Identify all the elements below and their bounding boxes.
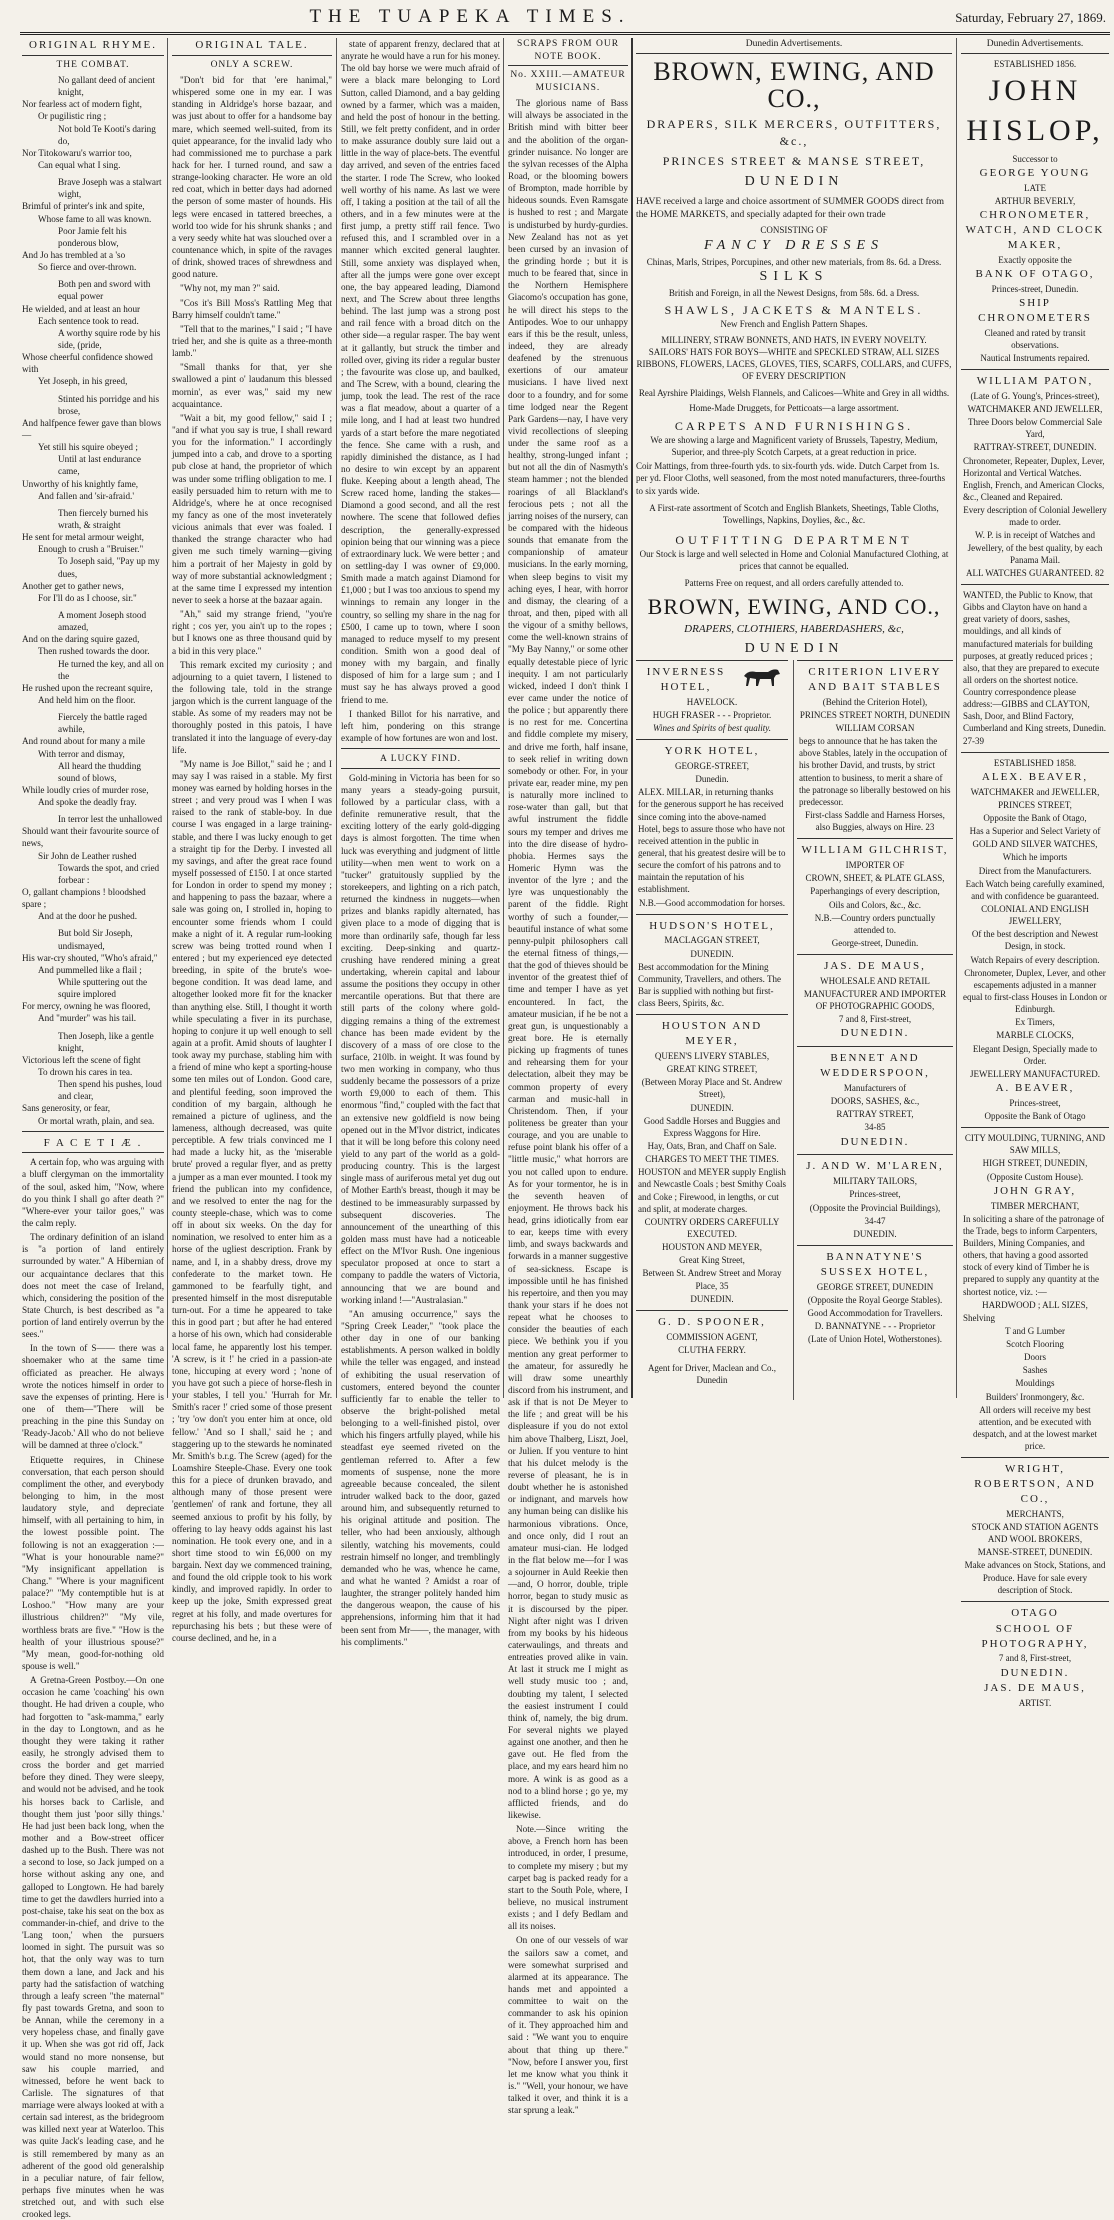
poem-line: And round about for many a mile: [22, 736, 145, 747]
poem-line: Unworthy of his knightly fame,: [22, 478, 139, 489]
poem-title: THE COMBAT.: [56, 59, 130, 70]
column-scraps: [508, 38, 628, 2116]
poem-line: While sputtering out the squire implored: [58, 977, 148, 1000]
spooner-ad: G. D. SPOONER, COMMISSION AGENT, CLUTHA FERRY. Agent for Driver, Maclean and Co., Dunedin: [647, 1315, 777, 1386]
ribbons: RIBBONS, FLOWERS, LACES, GLOVES, TIES, SCARFS, COLLARS, and CUFFS, OF EVERY DESCRIPTION: [636, 359, 952, 382]
druggets: Home-Made Druggets, for Petticoats—a large assortment.: [689, 402, 899, 413]
houston-meyer-ad: HOUSTON AND MEYER, QUEEN'S LIVERY STABLES, GREAT KING STREET, (Between Moray Place and St. Andrew Street), DUNEDIN. Good Saddle Horses and Buggies and Express Waggons for Hire. Hay, Oats, Bran, and Chaff on Sale. CHARGES TO MEET THE TIMES. HOUSTON and MEYER supply English and Newcastle Coals ; best Smithy Coals and Coke ; Firewood, in lengths, or cut and split, at moderate charges. COUNTRY ORDERS CAREFULLY EXECUTED. HOUSTON AND MEYER, Great King Street, Between St. Andrew Street and Moray Place, 35 DUNEDIN.: [636, 1015, 788, 1311]
column-story-continued: [341, 38, 500, 1647]
city: DUNEDIN: [744, 173, 844, 189]
poem-line: No gallant deed of ancient knight,: [58, 75, 155, 98]
poem-line: To drown his cares in tea.: [38, 1067, 133, 1078]
story-text: [341, 38, 500, 744]
poem-line: Stinted his porridge and his brose,: [58, 393, 160, 416]
paragraph: In the town of S—— there was a shoemaker who at the same time officiated as preacher. He always wrote the notices himself in order to save the expenses of printing. Here is one of them—"There will be preaching in the pine this Sunday on 'Ready-Jacob.' All who do not believe will be damned at three o'clock.": [22, 1343, 164, 1451]
poem-line: Brimful of printer's ink and spite,: [22, 201, 145, 212]
poem-line: Or mortal wrath, plain, and sea.: [38, 1115, 155, 1126]
mlaren-ad: J. AND W. M'LAREN, MILITARY TAILORS, Princes-street, (Opposite the Provincial Buildings), 34-47 DUNEDIN.: [797, 1155, 953, 1246]
poem-line: Sir John de Leather rushed: [38, 850, 137, 861]
section-heading: ORIGINAL RHYME.: [22, 38, 164, 56]
firm-name: BROWN, EWING, AND CO.,: [653, 56, 935, 114]
city-2: DUNEDIN: [744, 640, 844, 656]
gibbs-clayton-ad: WANTED, the Public to Know, that Gibbs and Clayton have on hand a great variety of doors, sashes, mouldings, and all kinds of manufactured materials for building purposes, at greatly reduced prices ; also, that they are prepared to execute all orders on the shortest notice. Country correspondence please address:—GIBBS and CLAYTON, Sash, Door, and Blind Factory, Cumberland and King streets, Dunedin. 27-39: [961, 585, 1109, 753]
fancy-dresses: FANCY DRESSES: [703, 237, 885, 253]
paragraph: A certain fop, who was arguing with a bluff clergyman on the immortality of the soul, asked him, "Now, where do you think I shall go after death ?" "Where-ever your tailor goes," was the calm reply.: [22, 1157, 164, 1228]
poem-line: All heard the thudding sound of blows,: [58, 760, 141, 783]
paragraph: On one of our vessels of war the sailors saw a comet, and were somewhat surprised and alarmed at its appearance. The hands met and appointed a committee to wait on the commander to ask his opinion of it. They approached him and said : "We want you to enquire about that thing up there." "Now, before I answer you, first let me know what you think it is." "Well, your honour, we have talked it over, and think it is a star sprung a leak.": [508, 1935, 628, 2116]
poem-line: His war-cry shouted, "Who's afraid,": [22, 952, 158, 963]
poem-line: Until at last endurance came,: [58, 454, 141, 477]
poem-line: So fierce and over-thrown.: [38, 262, 137, 273]
paragraph: Etiquette requires, in Chinese conversation, that each person should compliment the other, and everybody belonging to him, in the most laudatory style, and depreciate himself, with all pertaining to him, in the lowest possible point. The following is not an exaggeration :— "What is your honourable name?" "My insignificant appellation is Chang." "Where is your magnificent palace?" "My contemptible hut is at Loshoo." "How many are your illustrious children?" "My vile, worthless brats are five." "How is the health of your illustrious spouse?" "My mean, good-for-nothing old spouse is well.": [22, 1454, 164, 1671]
gray-timber-ad: CITY MOULDING, TURNING, AND SAW MILLS, HIGH STREET, DUNEDIN, (Opposite Custom House). JOHN GRAY, TIMBER MERCHANT, In soliciting a share of the patronage of the Trade, begs to inform Carpenters, Builders, Mining Companies, and others, that having a good assorted stock of every kind of Timber he is prepared to supply any quantity at the shortest notice, viz. :— HARDWOOD ; ALL SIZES, Shelving T and G Lumber Scotch Flooring Doors Sashes Mouldings Builders' Ironmongery, &c. All orders will receive my best attention, and be executed with despatch, and at the lowest market price.: [961, 1128, 1109, 1458]
trades: DRAPERS, SILK MERCERS, OUTFITTERS, &c.,: [646, 117, 942, 148]
poem-line: And halfpence fewer gave than blows—: [22, 417, 162, 440]
patterns: Patterns Free on request, and all orders carefully attended to.: [684, 577, 904, 588]
sailors-hats: SAILORS' HATS FOR BOYS—WHITE and SPECKLED STRAW, ALL SIZES: [648, 347, 940, 358]
paragraph: "Wait a bit, my good fellow," said I ; "and if what you say is true, I shall reward you for the information." I accordingly jumped into a cab, and drove to a sporting pub close at hand, the proprietor of which was under some trifling obligation to me. I easily persuaded him to return with me to Aldridge's, where he at once recognised my fancy as one of the most inveterately vicious animals that ever was foaled. I thanked the strange character who had given me such timely warning—giving him a portrait of her Majesty in gold by way of more substantial acknowledgment ; at the same time I expressed my intention never to seek a horse at the bazaar again.: [172, 412, 332, 605]
hotel-advertisements: [636, 660, 788, 1401]
issue-date: Saturday, February 27, 1869.: [955, 10, 1106, 25]
street: PRINCES STREET & MANSE STREET,: [662, 153, 926, 168]
inverness-hotel-ad: INVERNESS HOTEL, HAVELOCK. HUGH FRASER - - - Proprietor. Wines and Spirits of best quality.: [636, 661, 788, 740]
poem-line: A worthy squire rode by his side, (pride,: [58, 327, 161, 350]
shawls: SHAWLS, JACKETS & MANTELS.: [664, 302, 924, 317]
fancy-note: Chinas, Marls, Stripes, Porcupines, and other new materials, from 8s. 6d. a Dress.: [646, 256, 942, 267]
firm-sub: DRAPERS, CLOTHIERS, HABERDASHERS, &c,: [684, 622, 904, 635]
paragraph: "My name is Joe Billot," said he ; and I may say I was raised in a stable. My first money was earned by holding horses in the street ; and very proud was I when I was raised to the rank of stable-boy. In due course I was engaged in a large training-stable, and there I was lucky enough to get a straight tip for the Derby. I invested all my savings, and after the great race found myself possessed of £150. I at once started for London in order to spend my money ; and happening to pass the bazaar, where a sale was going on, I strolled in, hoping to encounter some friends whom I could make a night of it. A regular rum-looking screw was being trotted round when I entered ; but my experienced eye detected breeding, in spite of the brute's woe-begone condition. It was dead lame, and altogether looked more fit for the knacker than anything else. Still, I thought it worth while speculating a fiver in its purchase, hoping to conjure it up well enough to sell again at a profit. Amid shouts of laughter I took away my purchase, stabling him with a friend of mine who kept a sporting-house some ten miles out of London. Good care, and plentiful feeding, soon improved the condition of my bargain, although he remained a picture of ugliness, and the lameness, although decreased, was quite perceptible. A few trials convinced me I had made a lucky hit, as the 'miserable brute' proved a regular flyer, and as pretty a jumper as a man ever mounted. I took my friend the publican into my confidence, and we resolved to enter the nag for the county steeple-chase, which was to come off in about six weeks. On the day for nomination, we resolved to enter him as a horse of the ugliest description. Frank by name, and I, in a shabby dress, drove my confederate to the market town. He gammoned to be fearfully tight, and presented himself in the most disreputable turn-out. For a time he appeared to take this in good part ; but after he had entered a horse of his own, which had considerable local fame, he apparently lost his temper. 'A screw, is it !' he cried in a passion-ate tone, hiccuping at every word ; 'none of you have got such a piece of horse-flesh in your stables, I tell you.' 'Hurrah for Mr. Smith's racer !' cried some of those present ; 'try 'ow don't you enter him at once, old fellow.' 'And so I shall,' said he ; and staggering up to the stewards he nominated Mr. Smith's b.r.g. The Screw (aged) for the Loamshire Steeple-Chase. Every one took this for a piece of drunken bravado, and although many of those present were 'gentlemen' of rank and fortune, they all seemed anxious to profit by his folly, by offering to lay heavy odds against his last nomination. He took every one, and in a short time stood to win £6,000 on my bargain. Next day we commenced training, and found the old cripple took to his work kindly, and improved rapidly. In order to keep up the joke, Smith expressed great regret at his folly, and made overtures for repurchasing his bets ; but these were of course declined, and he, in a: [172, 758, 332, 1643]
column-rule: [793, 660, 794, 1400]
outfitting: OUTFITTING DEPARTMENT: [675, 533, 913, 548]
paragraph: "An amusing occurrence," says the "Spring Creek Leader," "took place the other day in one of our banking establishments. A person walked in boldly while the teller was engaged, and instead of exhibiting the usual reservation of customers, entered beyond the counter sufficiently far to enable the teller to observe the bright-polished metal belonging to a well-finished pistol, over which his fingers artfully played, while his steadfast eye seemed riveted on the gentleman referred to. After a few moments of suspense, none the more agreeable because concealed, the silent intruder walked back to the door, gazed around him, and subsequently returned to his original attitude and position. The teller, who had been anxiously, although silently, watching his movements, could restrain himself no longer, and tremblingly demanded who he was, whence he came, and what he wanted ? Amidst a roar of laughter, the stranger politely handed him the dangerous weapon, the cause of his apprehensions, informing him that it had been sent from Mr——, the manager, with his compliments.": [341, 1308, 500, 1647]
article-title: No. XXIII.—AMATEUR MUSICIANS.: [510, 70, 626, 93]
paragraph: "Ah," said my strange friend, "you're right ; cos yer, you ain't up to the ropes ; but I knows one as three thousand quid by a bid in this very place.": [172, 609, 332, 656]
poem-line: And at the door he pushed.: [38, 911, 137, 922]
outfitting-note: Our Stock is large and well selected in Home and Colonial Manufactured Clothing, at prices that cannot be equalled.: [639, 549, 949, 572]
poem-line: He sent for metal armour weight,: [22, 532, 144, 543]
column-rule: [167, 38, 168, 1398]
gilchrist-ad: WILLIAM GILCHRIST, IMPORTER OF CROWN, SHEET, & PLATE GLASS, Paperhangings of every description, Oils and Colors, &c., &c. N.B.—Country orders punctually attended to. George-street, Dunedin.: [797, 839, 953, 955]
column-rule: [631, 38, 633, 1398]
poem-line: But bold Sir Joseph, undismayed,: [58, 928, 133, 951]
facetiae-text: [22, 1156, 164, 2220]
story-text: [172, 74, 332, 1644]
carpets: CARPETS AND FURNISHINGS.: [674, 418, 914, 433]
masthead: [20, 4, 1110, 35]
intro: HAVE received a large and choice assortment of SUMMER GOODS direct from the HOME MARKETS, and specially adapted for their own trade: [636, 196, 945, 220]
paragraph: I thanked Billot for his narrative, and left him, pondering on this strange example of how fortunes are won and lost.: [341, 708, 500, 744]
story-title: ONLY A SCREW.: [210, 59, 294, 70]
paragraph: "Don't bid for that 'ere hanimal," whispered some one in my ear. I was standing in Aldridge's horse bazaar, and was just about to offer for a handsome bay mare, which seemed well-suited, from its quiet appearance, for the invalid lady who had commissioned me to purchase a park hack for her. I turned round, and saw a strange-looking character. He wore an old red coat, which in better days had adorned the person of some master of hounds. His legs were encased in tattered breeches, a world too wide for his shrunk shanks ; and a very seedy white hat was slouched over a countenance which, in spite of the ravages of drink, showed traces of shrewdness and good nature.: [172, 75, 332, 280]
criterion-stables-ad: CRITERION LIVERY AND BAIT STABLES (Behind the Criterion Hotel), PRINCES STREET NORTH, DUNEDIN WILLIAM CORSAN begs to announce that he has taken the above Stables, lately in the occupation of his brother David, and trusts, by strict attention to business, to merit a share of the patronage so liberally bestowed on his predecessor. First-class Saddle and Harness Horses, also Buggies, always on Hire. 23: [797, 661, 953, 839]
photography-school-ad: OTAGO SCHOOL OF PHOTOGRAPHY, 7 and 8, First-street, DUNEDIN. JAS. DE MAUS, ARTIST.: [981, 1606, 1089, 1709]
blankets: A First-rate assortment of Scotch and English Blankets, Sheetings, Table Cloths, Towellings, Napkins, Doylies, &c., &c.: [649, 502, 939, 525]
jeweller-advertisements: [961, 38, 1109, 1709]
hislop-ad: ESTABLISHED 1856. JOHN HISLOP, Successor to GEORGE YOUNG LATE ARTHUR BEVERLY, CHRONOMETER, WATCH, AND CLOCK MAKER, Exactly opposite the BANK OF OTAGO, Princes-street, Dunedin. SHIP CHRONOMETERS Cleaned and rated by transit observations. Nautical Instruments repaired.: [961, 54, 1109, 370]
poem-line: Enough to crush a "Bruiser.": [38, 544, 144, 555]
poem-line: And pummelled like a flail ;: [38, 964, 142, 975]
poem-line: Victorious left the scene of fight: [22, 1054, 141, 1065]
section-heading-lucky-find: A LUCKY FIND.: [341, 753, 500, 769]
firm-name-2: BROWN, EWING, AND CO.,: [647, 593, 941, 619]
poem: [22, 74, 164, 1127]
poem-line: Another get to gather news,: [22, 580, 124, 591]
poem-line: Sans generosity, or fear,: [22, 1103, 111, 1114]
paragraph: "Small thanks for that, yer she swallowed a pint o' laudanum this blessed mornin', as ever was," said my new acquaintance.: [172, 362, 332, 409]
silks-note: British and Foreign, in all the Newest Designs, from 58s. 6d. a Dress.: [668, 287, 920, 298]
poem-line: Not bold Te Kooti's daring do,: [58, 123, 156, 146]
newspaper-title: THE TUAPEKA TIMES.: [309, 6, 631, 27]
poem-line: Towards the spot, and cried forbear :: [58, 862, 160, 885]
poem-line: Yet still his squire obeyed ;: [38, 442, 138, 453]
paragraph: The glorious name of Bass will always be associated in the British mind with bitter beer and the abolition of the organ-grinder nuisance. No longer are the sylvan recesses of the Alpha Road, or the blooming bowers of Brompton, made horrible by hideous sounds. Even Ramsgate is hushed to rest ; and Margate is undisturbed by hurdy-gurdies. New Zealand has not as yet been cursed by an invasion of the grinding horde ; but it is much to be feared that, since in the Northern Hemisphere Giacomo's occupation has gone, he will direct his steps to the Antipodes. Woe to our unhappy ears if this be the result, unless, indeed, they are already deafened by the strenuous exertions of our amateur musicians. I have lived next door to a foundry, and for some time lodged near the Regent Park Gardens—nay, I have very vivid recollections of sleeping under the same roof as a healthy, strong-lunged infant ; but not all the din of Nasmyth's steam hammer ; not the blended roarings of all Blackland's ferocious pets ; not all the jarring noises of the nursery, can be compared with the hideous sounds that emanate from the companionship of amateur musicians. In the early morning, when sleep begins to visit my aching eyes, I hear, with horror and dismay, the clearing of a throat, and then, piped with all the vigour of a smithy bellows, come the well-known strains of "My Bay Nanny," or some other equally detestable piece of lyric inequity. I am not particularly wicked, indeed I don't think I ever came under the notice of the police ; but apparently there is no rest for me. Concertina and fiddle complete my misery, and drive me forth, half insane, to seek relief in writing down somebody or other. For, in your private ear, reader mine, my pen is naturally more inclined to rose-water than gall, but that awful instrument the fiddle sours my temper and drives me into the dire disease of hydro-phobia. Hermes says the Homeric Hymn was the inventor of the lyre ; and the lyre was unquestionably the parent of the fiddle. Right worthy of such a founder,—beautiful instance of what some penny-pulpit philosophers call the eternal fitness of things,—that the god of thieves should be inventor of the greatest thief of time and temper I have as yet encountered. In fact, the amateur musician, if he be not a great gun, is unquestionably a great bore. He is eternally picking up fragments of tunes and rehearsing them for your delectation, albeit they may be common property of every carman and music-hall in Christendom. Then, if your politeness be greater than your courage, and you are unable to refuse point blank his offer of a "little music," what horrors are you not called upon to endure. As for your tormentor, he is in the seventh heaven of enjoyment. He throws back his head, grins idiotically from ear to ear, keeps time with every limb, and sways backwards and forwards in a manner suggestive of sea-sickness. Escape is impossible until he has finished his repertoire, and then you may thank your stars if he does not repeat what he chooses to consider the beauties of each piece. We bethink you if you mention any great performer to the amateur, for assuredly he will draw some unearthly discord from his instrument, and ask if that is not De Meyer to the life ; and great will be his displeasure if you do not extol him above Thalberg, Liszt, Joel, or Julien. If you venture to hint that his dulcet melody is the reverse of pleasant, he is in doubt whether he is astonished or indignant, and marvels how any human being can dislike his harmonious vibrations. Once, and once only, did I rout an amateur musi-cian. He lodged in the flat below me—for I was a sojourner in Auld Reekie then—and, O horror, double, triple horror, began to study music as it is discoursed by the piper. Night after night was I driven from my books by his hideous caterwaulings, and threats and entreaties proved alike in vain. At last it struck me I might as well study music too ; and, doubting my talent, I selected the easiest instrument I could think of, namely, the big drum. For several nights we played against one another, and then he gave out. He fled from the place, and my ears heard him no more. A wink is as good as a nod to a blind horse ; go ye, my afflicted friends, and do likewise.: [508, 98, 628, 1820]
paragraph: "Cos it's Bill Moss's Rattling Meg that Barry himself couldn't tame.": [172, 297, 332, 320]
poem-line: Both pen and sword with equal power: [58, 279, 151, 302]
paragraph: The ordinary definition of an island is "a portion of land entirely surrounded by water." A Hibernian of our acquaintance declares that this does not meet the case of Ireland, which, considering the position of the State Church, is best described as "a portion of land entirely overrun by the sees.": [22, 1232, 164, 1340]
poem-line: Then fiercely burned his wrath, & straight: [58, 507, 149, 530]
paragraph: "Tell that to the marines," I said ; "I have tried her, and she is quite as a three-month lamb.": [172, 323, 332, 359]
paragraph: "Why not, my man ?" said.: [180, 283, 280, 294]
column-rule: [336, 38, 337, 1398]
york-hotel-ad: YORK HOTEL, GEORGE-STREET, Dunedin. ALEX. MILLAR, in returning thanks for the generous support he has received since coming into the above-named Hotel, begs to assure those who have not received attention in the public in general, that his greatest desire will be to secure the comfort of his patrons and to maintain the reputation of his establishment. N.B.—Good accommodation for horses.: [636, 740, 788, 915]
poem-line: A moment Joseph stood amazed,: [58, 609, 147, 633]
poem-line: Then spend his pushes, loud and clear,: [58, 1079, 162, 1102]
plaidings: Real Ayrshire Plaidings, Welsh Flannels, and Calicoes—White and Grey in all widths.: [638, 387, 950, 398]
poem-line: And on the daring squire gazed,: [22, 634, 140, 645]
brown-ewing-advertisement: [636, 38, 952, 658]
shawls-note: New French and English Pattern Shapes.: [720, 318, 868, 329]
poem-line: Poor Jamie felt his ponderous blow,: [58, 225, 127, 248]
poem-line: For mercy, owning he was floored,: [22, 1001, 151, 1012]
section-header: Dunedin Advertisements.: [636, 38, 952, 54]
poem-line: And Jo has trembled at a 'so: [22, 250, 126, 261]
consisting: CONSISTING OF: [760, 225, 828, 236]
paragraph: Gold-mining in Victoria has been for so many years a steady-going pursuit, followed by a particular class, with a definite remunerative result, that the exciting lottery of the early gold-digging days is almost forgotten. The time when luck was everything and judgment of little utility—when men went to work on a "tucker" gratuitously supplied by the storekeepers, and lighting on a rich patch, returned the kindness in nuggets—when prizes and blanks rapidly alternated, has given place to a mode of digging that is more than ordinarily safe, though far less exciting. Deep-sinking and quartz-crushing have rendered mining a great undertaking, wherein capital and labour assume the positions they occupy in other mercantile operations. But that there are still parts of the colony where gold-digging remains a thing of the extremest chance has been made evident by the discovery of a mass of ore close to the surface, 210lb. in weight. It was found by two men working in company, who thus suddenly became the possessors of a prize worth £9,000 to each of them. This enormous "find," coupled with the fact that an extensive new goldfield is now being opened out in the M'Ivor district, indicates that it will be long before this colony need yield to any part of the world as a gold-producing country. This is the largest single mass of auriferous metal yet dug out of Mother Earth's breast, though it may be destined to be immeasurably surpassed by subsequent discoveries. The announcement of the unearthing of this golden mass must have had a noticeable effect on the M'Ivor Rush. One ingenious speculator proposed at once to start a company to paddle the waters of Victoria, announcing that we are bound and working inland !—"Australasian.": [341, 772, 500, 1305]
silks: SILKS: [759, 268, 829, 284]
section-header: Dunedin Advertisements.: [961, 38, 1109, 54]
millinery: MILLINERY, STRAW BONNETS, AND HATS, IN EVERY NOVELTY.: [661, 335, 927, 346]
poem-line: And spoke the deadly fray.: [38, 797, 137, 808]
poem-line: And fallen and 'sir-afraid.': [38, 490, 134, 501]
section-heading: SCRAPS FROM OUR NOTE BOOK.: [508, 38, 628, 66]
poem-line: Should want their favourite source of news,: [22, 826, 160, 849]
paragraph: Note.—Since writing the above, a French horn has been introduced, in order, I presume, to complete my misery ; but my carpet bag is packed ready for a start to the South Pole, where, I believe, no musical instrument exists ; and I defy Bedlam and all its noises.: [508, 1824, 628, 1932]
poem-line: Brave Joseph was a stalwart wight,: [58, 177, 162, 200]
merchant-advertisements: [797, 660, 953, 1401]
paragraph: state of apparent frenzy, declared that at anyrate he would have a run for his money. The old bay horse we were much afraid of were a black mare belonging to Lord Sutton, called Diamond, and a bay gelding owned by a farmer, which was a maiden, and held the post of honour in the betting. Still, we felt pretty confident, and in order to make assurance doubly sure laid out a little in the way of place-bets. The eventful day arrived, and seven of the entries faced the starter. I rode The Screw, who looked well worthy of his name. As last we were off, I taking a position at the tail of all the others, and in a few minutes were at the first jump, a pretty stiff rail fence. Two refused this, and I scrambled over in a manner which excited general laughter. Still, some anxiety was displayed when, after all the jumps were gone over except one, the bay appeared leading, Diamond next, and The Screw about three lengths behind. The last jump was a strong post and rail fence with a broad ditch on the other side—a regular rasper. The bay went at it gallantly, but struck the timber and rolled over, giving its rider a regular buster ; the favourite was close up, and baulked, and The Screw, with a bound, clearing the jump, took the lead. The rest of the race was a flat meadow, about a quarter of a mile long, and I had at least two hundred yards of a start before the mare negotiated the fence. She came with a rush, and rapidly diminished the distance, as I had no desire to win except by an apparent fluke. Keeping about a length ahead, The Screw raced home, landing the stakes—Diamond a good second, and all the rest nowhere. The scene that followed defies description, the generally-expressed opinion being that our winning was a piece of extraordinary luck. We were better ; and on settling-day I was owner of £9,000. Smith made a match against Diamond for £1,000 ; but I was too anxious to spend my winnings to remain any longer in the country, so selling my share in the nag for £500, I came up to town, where I soon managed to reduce myself to my present condition. Smith won a good deal of money with my bargain, and finally disposed of him for a large sum ; and I must say he has always proved a good friend to me.: [341, 39, 500, 705]
column-rule: [503, 38, 504, 1398]
bannatyne-hotel-ad: BANNATYNE'S SUSSEX HOTEL, GEORGE STREET, DUNEDIN (Opposite the Royal George Stables). Good Accommodation for Travellers. D. BANNATYNE - - - Proprietor (Late of Union Hotel, Wotherstones).: [807, 1250, 943, 1345]
poem-line: And "murder" was his tail.: [38, 1013, 137, 1024]
carpets-note: We are showing a large and Magnificent variety of Brussels, Tapestry, Medium, Superior, and three-ply Scotch Carpets, at a great reduction in price.: [650, 435, 938, 458]
poem-line: In terror lest the unhallowed: [58, 814, 163, 825]
horse-icon: [738, 664, 784, 690]
poem-line: Yet Joseph, in his greed,: [38, 376, 128, 387]
poem-line: Whose fame to all was known.: [38, 213, 152, 224]
section-heading: ORIGINAL TALE.: [172, 38, 332, 56]
poem-line: He rushed upon the recreant squire,: [22, 682, 153, 693]
lucky-find-text: [341, 772, 500, 1648]
wright-robertson-ad: WRIGHT, ROBERTSON, AND CO., MERCHANTS, STOCK AND STATION AGENTS AND WOOL BROKERS, MANSE-STREET, DUNEDIN. Make advances on Stock, Stations, and Produce. Have for sale every description of Stock.: [961, 1458, 1109, 1602]
column-rule: [956, 38, 957, 1398]
poem-line: O, gallant champions ! bloodshed spare ;: [22, 887, 146, 910]
poem-line: Nor fearless act of modern fight,: [22, 99, 142, 110]
paton-ad: WILLIAM PATON, (Late of G. Young's, Princes-street), WATCHMAKER AND JEWELLER, Three Doors below Commercial Sale Yard, RATTRAY-STREET, DUNEDIN. Chronometer, Repeater, Duplex, Lever, Horizontal and Vertical Watches. English, French, and American Clocks, &c., Cleaned and Repaired. Every description of Colonial Jewellery made to order. W. P. is in receipt of Watches and Jewellery, of the best quality, by each Panama Mail. ALL WATCHES GUARANTEED. 82: [961, 370, 1109, 585]
hislop-name: JOHN HISLOP,: [966, 73, 1104, 148]
poem-line: Then rushed towards the door.: [38, 646, 150, 657]
poem-line: To Joseph said, "Pay up my dues,: [58, 556, 160, 579]
poem-line: Can equal what I sing.: [38, 160, 121, 171]
paragraph: A Gretna-Green Postboy.—On one occasion he came 'coaching' his own thought. He had driven a couple, who had forgotten to "ask-mamma," early in the day to Longtown, and as he thought they were taking it rather easily, he strongly advised them to cross the border and get married before they dined. They were sleepy, and would not be advised, and he took his horses back to Carlisle, and thought them just 'poor silly things.' He had just been back long, when the mother and a Bow-street officer dashed up to the Bush. There was not a second to lose, so Jack jumped on a horse without asking any one, and galloped to Longtown. He had barely time to get the dawdlers hurried into a post-chaise, take his seat on the box as commander-in-chief, and drive to the 'Lang toon,' when the pursuers loomed in sight. The pursuit was so hot, that the only way was to turn them down a lane, and Jack and his party had the satisfaction of watching through a leafy screen "the maternal" fly past towards Gretna, and soon to be Annan, while the ceremony in a very hopeless chase, and finally gave it up. When she was got rid off, Jack would stand no more nonsense, but saw his couple married, and witnessed, before he went back to Carlisle. The signatures of that marriage were always looked at with a certain sad interest, as the bridegroom was killed next year at Waterloo. This was quite Jack's leading case, and he is still remembered by many as an adherent of the good old generalship in a peculiar nature, of fair fellow, perhaps five minutes when he was stretched out, and with such else crooked legs.: [22, 1675, 164, 2220]
poem-line: With terror and dismay,: [38, 748, 125, 759]
poem-line: And held him on the floor.: [38, 694, 136, 705]
poem-line: Then Joseph, like a gentle knight,: [58, 1030, 154, 1053]
de-maus-ad: JAS. DE MAUS, WHOLESALE AND RETAIL MANUFACTURER AND IMPORTER OF PHOTOGRAPHIC GOODS, 7 and 8, First-street, DUNEDIN.: [797, 955, 953, 1047]
poem-line: He turned the key, and all on the: [58, 658, 164, 681]
poem-line: Each sentence took to read.: [38, 315, 139, 326]
bennet-wedderspoon-ad: BENNET AND WEDDERSPOON, Manufacturers of DOORS, SASHES, &c., RATTRAY STREET, 34-85 DUNEDIN.: [797, 1047, 953, 1155]
paragraph: This remark excited my curiosity ; and adjourning to a quiet tavern, I listened to the following tale, told in the strange jargon which is the current language of the stable. As some of my readers may not be thoroughly posted in this patois, I have translated it into the language of every-day life.: [172, 659, 332, 755]
column-original-rhyme: [22, 38, 164, 2220]
poem-line: Whose cheerful confidence showed with: [22, 352, 153, 375]
poem-line: For I'll do as I choose, sir.": [38, 592, 137, 603]
poem-line: Fiercely the battle raged awhile,: [58, 712, 148, 735]
poem-line: Or pugilistic ring ;: [38, 111, 107, 122]
poem-line: He wielded, and at least an hour: [22, 303, 141, 314]
beaver-ad: ESTABLISHED 1858. ALEX. BEAVER, WATCHMAKER and JEWELLER, PRINCES STREET, Opposite the Bank of Otago, Has a Superior and Select Variety of GOLD AND SILVER WATCHES, Which he imports Direct from the Manufacturers. Each Watch being carefully examined, and with confidence be guaranteed. COLONIAL AND ENGLISH JEWELLERY, Of the best description and Newest Design, in stock. Watch Repairs of every description. Chronometer, Duplex, Lever, and other escapements adjusted in a manner equal to first-class Houses in London or Edinburgh. Ex Timers, MARBLE CLOCKS, Elegant Design, Specially made to Order. JEWELLERY MANUFACTURED. A. BEAVER, Princes-street, Opposite the Bank of Otago: [961, 753, 1109, 1128]
poem-line: Nor Titokowaru's warrior too,: [22, 147, 132, 158]
column-original-tale: [172, 38, 332, 1643]
hudsons-hotel-ad: HUDSON'S HOTEL, MACLAGGAN STREET, DUNEDIN. Best accommodation for the Mining Community, Travellers, and others. The Bar is supplied with nothing but first-class Beers, Spirits, &c.: [636, 915, 788, 1016]
coir: Coir Mattings, from three-fourth yds. to six-fourth yds. wide. Dutch Carpet from 1s. per yd. Floor Cloths, well seasoned, from the most noted manufacturers, three-fourths to six yards wide.: [636, 461, 946, 496]
poem-line: While loudly cries of murder rose,: [22, 784, 149, 795]
section-heading-facetiae: F A C E T I Æ .: [22, 1136, 164, 1154]
article-text: [508, 97, 628, 2116]
